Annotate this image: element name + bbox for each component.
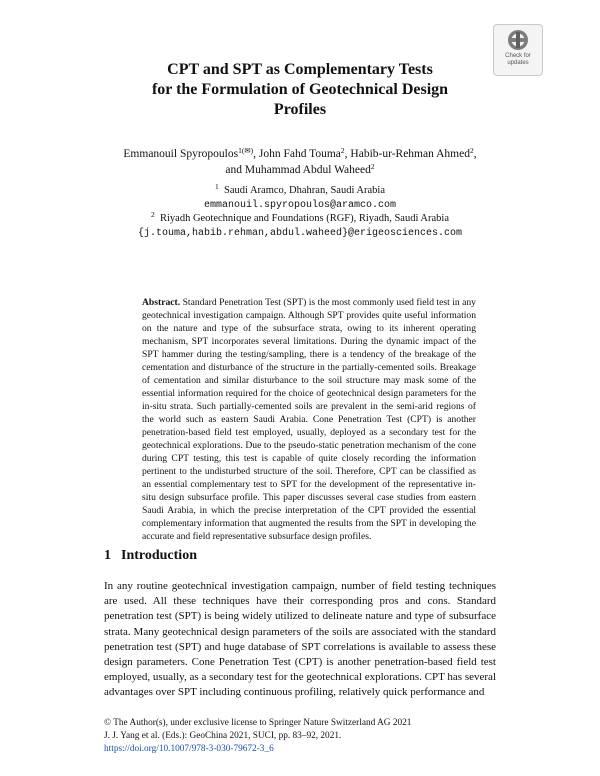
introduction-text: In any routine geotechnical investigation campaign, number of field testing techniques are used. All these techniques have their corresponding pros and cons. Standard penetration test (SPT) is being widely utilized to delineate nature and type of subsurface strata. Many geotechnical design parameters of the soils are associated with the standard penetration test (SPT) and huge database of SPT correlations is available to assess these design parameters. Cone Penetration Test (CPT) is another penetration-based field test employed, usually, as a secondary test for the geotechnical explorations. CPT has several advantages over SPT including continuous profiling, relatively quick performance and [104, 580, 496, 699]
email-2: {j.touma,habib.rehman,abdul.waheed}@erigeosciences.com [137, 228, 463, 239]
abstract-label: Abstract. [142, 297, 181, 308]
abstract-text: Standard Penetration Test (SPT) is the most commonly used field test in any geotechnical investigation campaign. Although SPT provides quite useful information on the nature and type of the subsurface strata, owing to its inherent operating mechanism, SPT incorporates several limitations. During the dynamic impact of the SPT hammer during the testing/sampling, there is a tendency of the breakage of the cementation and disturbance of the structure in the partially-cemented soils. Breakage of cementation and similar disturbance to the soil structure may mask some of the essential information required for the choice of geotechnical design parameters for the in-situ strata. Such partially-cemented soils are prevalent in the semi-arid regions of the world such as eastern Saudi Arabia. Cone Penetration Test (CPT) is another penetration-based field test employed, usually, deployed as a secondary test for the geotechnical explorations. Due to the pseudo-static penetration mechanism of the cone during CPT testing, this test is capable of quite closely recording the information pertinent to the undisturbed structure of the soil. Therefore, CPT can be classified as an essential complementary test to SPT for the development of the representative in-situ design subsurface profile. This paper discusses several case studies from eastern Saudi Arabia, in which the precise interpretation of the CPT provided the essential complementary information that augmented the results from the SPT in developing the accurate and field representative subsurface design profiles. [142, 297, 476, 542]
abstract [142, 296, 476, 543]
check-for-updates-badge[interactable] [493, 24, 543, 76]
author-list: Emmanouil Spyropoulos$^{1(✉)}$, John Fahd Touma$^2$, Habib-ur-Rehman Ahmed$^2$, and Muhammad Abdul Waheed$^2$ [123, 146, 477, 176]
affiliation-1: $^1$ Saudi Aramco, Dhahran, Saudi Arabia emmanouil.spyropoulos@aramco.com [203, 182, 397, 211]
email-1: emmanouil.spyropoulos@aramco.com [203, 200, 397, 211]
citation-line: J. J. Yang et al. (Eds.): GeoChina 2021, SUCI, pp. 83–92, 2021. [104, 730, 342, 741]
paper-title: CPT and SPT as Complementary Tests for the Formulation of Geotechnical Design Profiles [151, 61, 449, 118]
footer [104, 717, 411, 755]
doi-link[interactable]: https://doi.org/10.1007/978-3-030-79672-3_6 [104, 743, 274, 754]
section-heading: 1 Introduction [104, 548, 197, 563]
badge-label: Check for updates [505, 53, 531, 66]
copyright-line: © The Author(s), under exclusive license to Springer Nature Switzerland AG 2021 [104, 718, 412, 728]
crossmark-icon [507, 29, 529, 51]
affiliation-2: $^2$ Riyadh Geotechnique and Foundations (RGF), Riyadh, Saudi Arabia {j.touma,habib.rehman,abdul.waheed}@erigeosciences.com [137, 210, 463, 239]
